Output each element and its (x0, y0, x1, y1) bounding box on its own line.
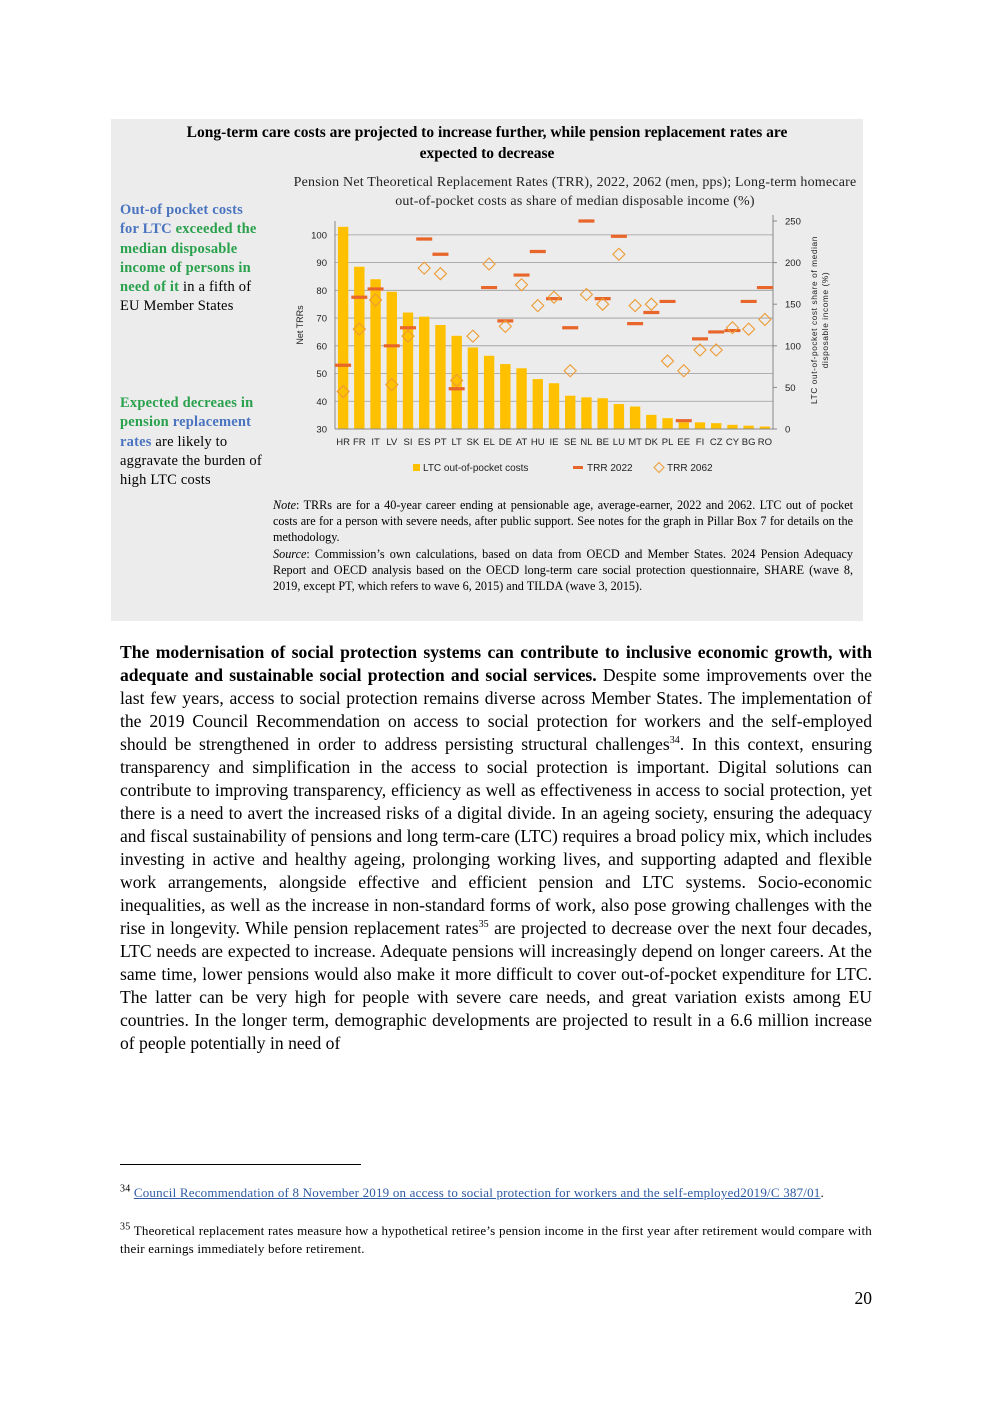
marker-trr2062-RO (759, 313, 771, 325)
marker-trr2062-SK (467, 330, 479, 342)
x-tick-label-ES: ES (417, 437, 431, 448)
side-note-pension-text: are likely to aggravate the burden of high LTC costs (120, 433, 262, 489)
y2-tick-label: 0 (785, 424, 791, 436)
side-note-ltc-emphasis: exceeded the median disposable income of persons in need of it (120, 221, 257, 296)
bar-ltc-DK (646, 415, 656, 429)
x-tick-label-LV: LV (386, 437, 398, 448)
x-tick-label-IE: IE (549, 437, 559, 448)
y2-tick-label: 100 (785, 341, 801, 353)
chart-legend (413, 463, 713, 475)
x-tick-label-CZ: CZ (709, 437, 723, 448)
bar-ltc-NL (581, 397, 591, 429)
figure-box (111, 119, 863, 621)
bar-ltc-FI (695, 422, 705, 429)
x-tick-label-PT: PT (434, 437, 447, 448)
marker-trr2062-HU (532, 300, 544, 312)
x-tick-label-DE: DE (498, 437, 512, 448)
x-tick-label-NL: NL (580, 437, 593, 448)
bar-ltc-EL (484, 356, 494, 429)
marker-trr2062-DK (645, 298, 657, 310)
y2-tick-label: 50 (785, 382, 796, 394)
box-title-line-2: expected to decrease (419, 145, 555, 162)
x-tick-label-SK: SK (466, 437, 480, 448)
y2-tick-label: 250 (785, 216, 801, 228)
chart-title: Pension Net Theoretical Replacement Rates (TRR), 2022, 2062 (men, pps); Long-term homecare out-of-pocket costs as share of median disposable income (%) (293, 175, 857, 209)
main-paragraph (120, 641, 872, 1055)
y2-tick-label: 150 (785, 299, 801, 311)
bar-ltc-PL (662, 418, 672, 429)
x-tick-label-BE: BE (596, 437, 610, 448)
legend-label-trr2022: TRR 2022 (587, 463, 633, 474)
y-axis-label: Net TRRs (295, 305, 305, 345)
y2-axis-label (809, 236, 830, 404)
marker-trr2062-SE (564, 365, 576, 377)
marker-trr2062-AT (516, 279, 528, 291)
x-tick-label-BG: BG (741, 437, 756, 448)
box-title-line-1: Long-term care costs are projected to increase further, while pension replacement rates are (186, 124, 788, 141)
marker-trr2062-BG (743, 323, 755, 335)
bar-ltc-ES (419, 317, 429, 429)
footnote-35 (120, 1222, 872, 1258)
bar-ltc-SE (565, 396, 575, 429)
marker-trr2062-ES (418, 262, 430, 274)
bar-ltc-LV (387, 292, 397, 429)
x-tick-label-EE: EE (677, 437, 691, 448)
x-tick-label-HR: HR (336, 437, 350, 448)
source-label: Source (273, 546, 307, 561)
footnote-ref-34[interactable]: 34 (669, 735, 680, 747)
x-tick-label-MT: MT (628, 437, 642, 448)
chart (111, 119, 863, 489)
footnote-separator (120, 1164, 361, 1165)
bar-ltc-BE (597, 398, 607, 429)
y-tick-label: 30 (316, 424, 327, 436)
marker-trr2062-EE (678, 365, 690, 377)
bar-ltc-HR (338, 227, 348, 429)
footnote-34-number: 34 (120, 1183, 131, 1195)
bar-ltc-HU (533, 379, 543, 429)
marker-trr2062-PL (662, 355, 674, 367)
note-label: Note (273, 498, 297, 512)
y2-axis-label-line-2: disposable income (%) (820, 271, 830, 369)
source-text: : Commission’s own calculations, based on data from OECD and Member States. 2024 Pension Adequacy Report and OECD analysis based on the OECD long-term care social protection questionnaire, SHARE (wave 8, 2019, except PT, which refers to wave 6, 2015) and TILDA (wave 3, 2015). (273, 546, 853, 594)
x-tick-label-SE: SE (563, 437, 577, 448)
paragraph-lead: The modernisation of social protection systems can contribute to inclusive economic growth, with adequate and sustainable social protection and social services. (120, 642, 872, 685)
paragraph-text-a: Despite some improvements over the last few years, access to social protection remains diverse across Member States. The implementation of the 2019 Council Recommendation on access to social protection for workers and the self-employed should be strengthened in order to address persisting structural challenges (120, 665, 872, 754)
y-tick-label: 60 (316, 341, 327, 353)
x-tick-label-FI: FI (695, 437, 705, 448)
bar-ltc-CZ (711, 423, 721, 429)
page-number: 20 (854, 1288, 872, 1308)
legend-swatch-ltc (413, 464, 420, 471)
x-tick-label-RO: RO (757, 437, 773, 448)
x-tick-label-LT: LT (451, 437, 462, 448)
x-tick-label-HU: HU (530, 437, 545, 448)
y2-tick-label: 200 (785, 258, 801, 270)
footnote-34 (120, 1184, 872, 1202)
y-tick-label: 90 (316, 258, 327, 270)
y-tick-label: 100 (311, 230, 327, 242)
footnote-34-link[interactable]: Council Recommendation of 8 November 2019 on access to social protection for workers and the self-employed2019/C 387/01 (133, 1185, 821, 1200)
side-note-pension-highlight: replacement rates (120, 414, 252, 450)
footnote-34-end: . (820, 1185, 824, 1200)
x-tick-label-AT: AT (515, 437, 528, 448)
marker-trr2062-EL (483, 258, 495, 270)
marker-trr2062-PT (434, 268, 446, 280)
x-tick-label-EL: EL (483, 437, 495, 448)
x-tick-label-SI: SI (403, 437, 413, 448)
footnote-ref-35[interactable]: 35 (478, 919, 489, 931)
bar-ltc-MT (630, 407, 640, 429)
x-tick-label-LU: LU (612, 437, 625, 448)
y-tick-label: 40 (316, 396, 327, 408)
y-tick-label: 50 (316, 369, 327, 381)
side-note-ltc-text: in a fifth of EU Member States (120, 279, 252, 315)
y-tick-label: 70 (316, 313, 327, 325)
y2-axis-label-line-1: LTC out-of-pocket cost share of median (809, 236, 819, 404)
footnote-35-number: 35 (120, 1221, 131, 1233)
legend-swatch-trr2062 (654, 463, 664, 473)
legend-label-ltc: LTC out-of-pocket costs (423, 463, 529, 474)
side-note-ltc-highlight: Out-of pocket costs for LTC (120, 202, 244, 238)
bar-ltc-SK (468, 347, 478, 429)
x-tick-label-CY: CY (725, 437, 740, 448)
bar-ltc-AT (516, 368, 526, 429)
bar-ltc-DE (500, 364, 510, 429)
bar-ltc-IE (549, 383, 559, 429)
side-note-pension-emphasis: Expected decreaes in pension (120, 395, 254, 431)
bar-ltc-EE (679, 422, 689, 429)
figure-note (273, 497, 853, 594)
bar-ltc-PT (435, 325, 445, 429)
x-tick-label-FR: FR (352, 437, 366, 448)
y-tick-label: 80 (316, 285, 327, 297)
x-tick-label-IT: IT (371, 437, 380, 448)
footnote-35-text: Theoretical replacement rates measure how a hypothetical retiree’s pension income in the first year after retirement would compare with their earnings immediately before retirement. (120, 1223, 872, 1256)
paragraph-text-c: are projected to decrease over the next four decades, LTC needs are expected to increase. Adequate pensions will increasingly depend on longer careers. At the same time, lower pensions would also make it more difficult to cover out-of-pocket expenditure for LTC. The latter can be very high for people with severe care needs, and great variation exists among EU countries. In the longer term, demographic developments are projected to result in a 6.6 million increase of people potentially in need of (120, 918, 873, 1053)
bar-ltc-FR (354, 267, 364, 429)
note-text: : TRRs are for a 40-year career ending at pensionable age, average-earner, 2022 and 2062. LTC out of pocket costs are for a person with severe needs, after public support. See notes for the graph in Pillar Box 7 for details on the methodology. (273, 498, 853, 545)
marker-trr2062-MT (629, 300, 641, 312)
bar-ltc-CY (727, 425, 737, 429)
marker-trr2062-LU (613, 248, 625, 260)
x-tick-label-DK: DK (644, 437, 658, 448)
legend-label-trr2062: TRR 2062 (667, 463, 713, 474)
paragraph-text-b: . In this context, ensuring transparency and simplification in the access to social protection is important. Digital solutions can contribute to improving transparency, efficiency as well as effectiveness in access to social protection, yet there is a need to avert the increased risks of a digital divide. In an ageing society, ensuring the adequacy and fiscal sustainability of pensions and long term-care (LTC) requires a broad policy mix, which includes investing in active and healthy ageing, prolonging working lives, and supporting adapted and flexible work arrangements, alongside effective and efficient pension and LTC systems. Socio-economic inequalities, as well as the increase in non-standard forms of work, also pose growing challenges with the rise in longevity. While pension replacement rates (120, 734, 872, 938)
x-tick-label-PL: PL (661, 437, 674, 448)
bar-ltc-LU (614, 404, 624, 429)
